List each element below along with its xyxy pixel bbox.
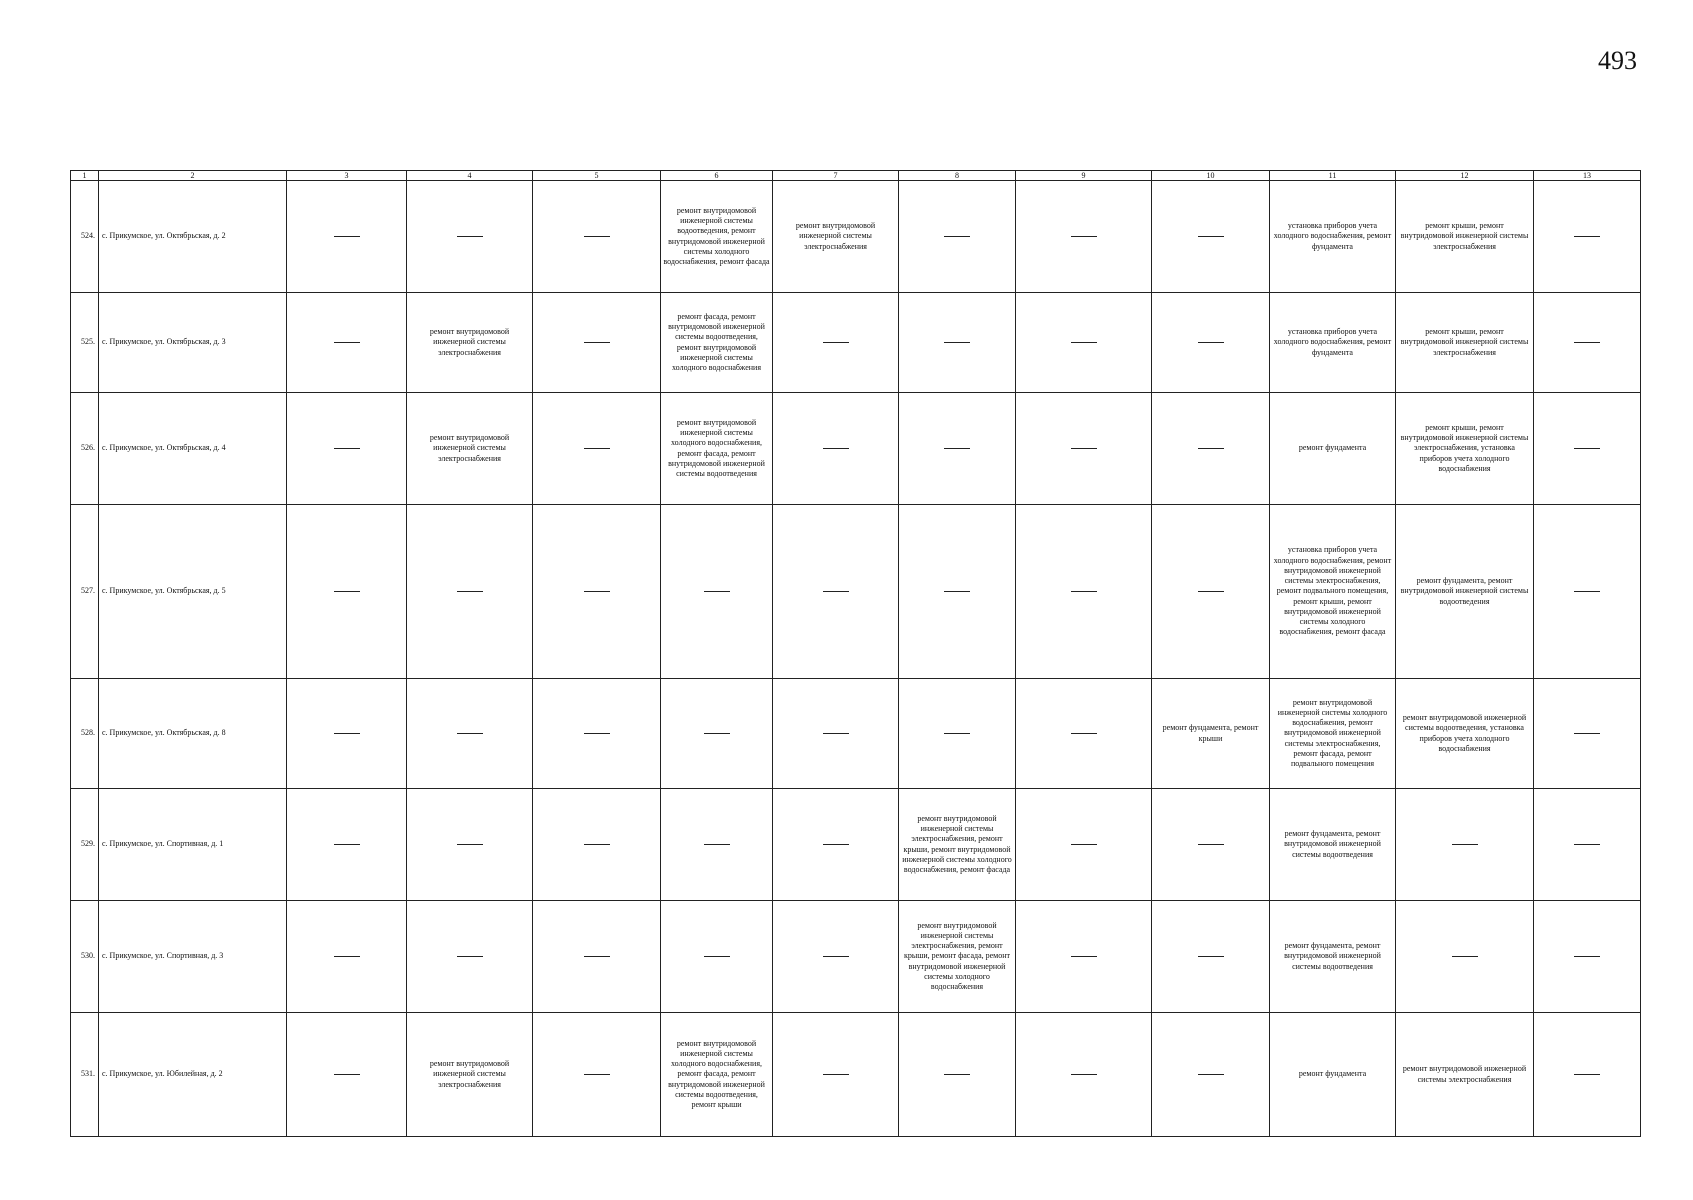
dash-mark [823,1074,849,1075]
dash-mark [944,591,970,592]
dash-mark [944,448,970,449]
empty-cell [661,789,773,901]
dash-mark [944,342,970,343]
dash-mark [1071,448,1097,449]
dash-mark [334,956,360,957]
dash-mark [1574,342,1600,343]
row-number: 531. [71,1013,99,1137]
work-cell: ремонт крыши, ремонт внутридомовой инженерной системы электроснабжения [1396,181,1534,293]
empty-cell [407,505,533,679]
empty-cell [1016,1013,1152,1137]
dash-mark [704,733,730,734]
empty-cell [1534,789,1641,901]
dash-mark [1574,956,1600,957]
empty-cell [287,505,407,679]
empty-cell [407,901,533,1013]
dash-mark [457,844,483,845]
table-row [71,1013,1641,1137]
column-number: 7 [773,171,899,181]
empty-cell [661,505,773,679]
row-number: 527. [71,505,99,679]
empty-cell [407,679,533,789]
empty-cell [773,789,899,901]
dash-mark [1574,1074,1600,1075]
table-row [71,505,1641,679]
column-number: 8 [899,171,1016,181]
empty-cell [287,393,407,505]
address-cell: с. Прикумское, ул. Октябрьская, д. 4 [99,393,287,505]
table-body [71,171,1641,1137]
empty-cell [899,505,1016,679]
column-number: 13 [1534,171,1641,181]
row-number: 525. [71,293,99,393]
empty-cell [661,901,773,1013]
dash-mark [1574,733,1600,734]
dash-mark [334,236,360,237]
row-number: 526. [71,393,99,505]
dash-mark [584,733,610,734]
dash-mark [1198,844,1224,845]
dash-mark [457,733,483,734]
work-cell: ремонт внутридомовой инженерной системы электроснабжения [407,1013,533,1137]
dash-mark [1198,1074,1224,1075]
work-cell: ремонт внутридомовой инженерной системы холодного водоснабжения, ремонт фасада, ремонт внутридомовой инженерной системы водоотведения, ремонт крыши [661,1013,773,1137]
dash-mark [823,956,849,957]
column-number: 9 [1016,171,1152,181]
dash-mark [704,844,730,845]
column-number: 2 [99,171,287,181]
empty-cell [533,679,661,789]
dash-mark [1574,448,1600,449]
dash-mark [334,342,360,343]
work-cell: ремонт фундамента, ремонт внутридомовой инженерной системы водоотведения [1270,901,1396,1013]
table-row [71,181,1641,293]
dash-mark [584,236,610,237]
empty-cell [773,901,899,1013]
dash-mark [584,342,610,343]
work-cell: ремонт внутридомовой инженерной системы электроснабжения, ремонт крыши, ремонт внутридомовой инженерной системы холодного водоснабжения, ремонт фасада [899,789,1016,901]
dash-mark [1071,236,1097,237]
empty-cell [1534,393,1641,505]
dash-mark [457,236,483,237]
dash-mark [823,733,849,734]
dash-mark [823,342,849,343]
empty-cell [533,393,661,505]
address-cell: с. Прикумское, ул. Спортивная, д. 1 [99,789,287,901]
dash-mark [1071,342,1097,343]
empty-cell [1534,181,1641,293]
empty-cell [287,789,407,901]
address-cell: с. Прикумское, ул. Спортивная, д. 3 [99,901,287,1013]
dash-mark [944,236,970,237]
dash-mark [334,1074,360,1075]
empty-cell [1534,901,1641,1013]
dash-mark [1198,236,1224,237]
dash-mark [1198,956,1224,957]
row-number: 530. [71,901,99,1013]
empty-cell [407,181,533,293]
empty-cell [899,293,1016,393]
dash-mark [334,591,360,592]
dash-mark [584,956,610,957]
dash-mark [584,591,610,592]
empty-cell [1016,393,1152,505]
column-number: 3 [287,171,407,181]
column-number: 4 [407,171,533,181]
dash-mark [1071,956,1097,957]
dash-mark [704,956,730,957]
empty-cell [1152,505,1270,679]
dash-mark [334,844,360,845]
work-cell: установка приборов учета холодного водоснабжения, ремонт фундамента [1270,181,1396,293]
dash-mark [1574,236,1600,237]
dash-mark [1452,844,1478,845]
work-cell: установка приборов учета холодного водоснабжения, ремонт внутридомовой инженерной системы электроснабжения, ремонт подвального помещения, ремонт крыши, ремонт внутридомовой инженерной системы холодного водоснабжения, ремонт фасада [1270,505,1396,679]
work-cell: ремонт фундамента [1270,393,1396,505]
empty-cell [773,679,899,789]
dash-mark [1071,591,1097,592]
dash-mark [1198,448,1224,449]
dash-mark [1071,733,1097,734]
empty-cell [1396,901,1534,1013]
empty-cell [533,1013,661,1137]
empty-cell [1016,505,1152,679]
work-cell: ремонт внутридомовой инженерной системы электроснабжения, ремонт крыши, ремонт фасада, ремонт внутридомовой инженерной системы холодного водоснабжения [899,901,1016,1013]
dash-mark [1198,342,1224,343]
register-table [70,170,1641,1137]
work-cell: ремонт крыши, ремонт внутридомовой инженерной системы электроснабжения, установка приборов учета холодного водоснабжения [1396,393,1534,505]
empty-cell [1016,293,1152,393]
work-cell: ремонт внутридомовой инженерной системы электроснабжения [773,181,899,293]
column-number: 1 [71,171,99,181]
dash-mark [823,844,849,845]
empty-cell [407,789,533,901]
dash-mark [1071,1074,1097,1075]
work-cell: ремонт внутридомовой инженерной системы электроснабжения [407,393,533,505]
dash-mark [584,844,610,845]
empty-cell [1534,293,1641,393]
empty-cell [899,1013,1016,1137]
work-cell: ремонт фундамента [1270,1013,1396,1137]
empty-cell [661,679,773,789]
work-cell: ремонт внутридомовой инженерной системы электроснабжения [1396,1013,1534,1137]
empty-cell [1152,1013,1270,1137]
empty-cell [287,679,407,789]
dash-mark [823,448,849,449]
table-row [71,789,1641,901]
empty-cell [1152,393,1270,505]
work-cell: ремонт внутридомовой инженерной системы электроснабжения [407,293,533,393]
address-cell: с. Прикумское, ул. Октябрьская, д. 2 [99,181,287,293]
empty-cell [1534,505,1641,679]
empty-cell [1534,1013,1641,1137]
empty-cell [1016,789,1152,901]
empty-cell [533,901,661,1013]
dash-mark [584,1074,610,1075]
empty-cell [287,901,407,1013]
empty-cell [1016,679,1152,789]
row-number: 528. [71,679,99,789]
table-row [71,293,1641,393]
dash-mark [823,591,849,592]
empty-cell [773,293,899,393]
dash-mark [457,956,483,957]
empty-cell [899,181,1016,293]
column-number-row [71,171,1641,181]
dash-mark [334,448,360,449]
dash-mark [944,733,970,734]
work-cell: ремонт внутридомовой инженерной системы водоотведения, ремонт внутридомовой инженерной системы холодного водоснабжения, ремонт фасада [661,181,773,293]
empty-cell [899,393,1016,505]
table-row [71,679,1641,789]
address-cell: с. Прикумское, ул. Октябрьская, д. 8 [99,679,287,789]
empty-cell [287,293,407,393]
empty-cell [1152,181,1270,293]
column-number: 11 [1270,171,1396,181]
page-number: 493 [1598,46,1637,75]
empty-cell [287,1013,407,1137]
empty-cell [533,505,661,679]
empty-cell [533,293,661,393]
address-cell: с. Прикумское, ул. Юбилейная, д. 2 [99,1013,287,1137]
work-cell: установка приборов учета холодного водоснабжения, ремонт фундамента [1270,293,1396,393]
work-cell: ремонт внутридомовой инженерной системы холодного водоснабжения, ремонт внутридомовой инженерной системы электроснабжения, ремонт фасада, ремонт подвального помещения [1270,679,1396,789]
dash-mark [1071,844,1097,845]
work-cell: ремонт фундамента, ремонт крыши [1152,679,1270,789]
dash-mark [1574,844,1600,845]
address-cell: с. Прикумское, ул. Октябрьская, д. 3 [99,293,287,393]
empty-cell [899,679,1016,789]
empty-cell [1016,181,1152,293]
dash-mark [457,591,483,592]
dash-mark [1452,956,1478,957]
empty-cell [1396,789,1534,901]
column-number: 12 [1396,171,1534,181]
empty-cell [773,505,899,679]
work-cell: ремонт фасада, ремонт внутридомовой инженерной системы водоотведения, ремонт внутридомовой инженерной системы холодного водоснабжения [661,293,773,393]
dash-mark [704,591,730,592]
empty-cell [1534,679,1641,789]
work-cell: ремонт внутридомовой инженерной системы водоотведения, установка приборов учета холодного водоснабжения [1396,679,1534,789]
empty-cell [533,789,661,901]
work-cell: ремонт крыши, ремонт внутридомовой инженерной системы электроснабжения [1396,293,1534,393]
dash-mark [334,733,360,734]
address-cell: с. Прикумское, ул. Октябрьская, д. 5 [99,505,287,679]
table-row [71,393,1641,505]
column-number: 10 [1152,171,1270,181]
work-cell: ремонт фундамента, ремонт внутридомовой инженерной системы водоотведения [1270,789,1396,901]
dash-mark [1574,591,1600,592]
empty-cell [533,181,661,293]
empty-cell [1016,901,1152,1013]
row-number: 524. [71,181,99,293]
dash-mark [1198,591,1224,592]
dash-mark [944,1074,970,1075]
empty-cell [773,393,899,505]
empty-cell [1152,901,1270,1013]
empty-cell [1152,293,1270,393]
work-cell: ремонт фундамента, ремонт внутридомовой инженерной системы водоотведения [1396,505,1534,679]
column-number: 5 [533,171,661,181]
work-cell: ремонт внутридомовой инженерной системы холодного водоснабжения, ремонт фасада, ремонт внутридомовой инженерной системы водоотведения [661,393,773,505]
row-number: 529. [71,789,99,901]
table-row [71,901,1641,1013]
column-number: 6 [661,171,773,181]
empty-cell [773,1013,899,1137]
empty-cell [287,181,407,293]
dash-mark [584,448,610,449]
empty-cell [1152,789,1270,901]
